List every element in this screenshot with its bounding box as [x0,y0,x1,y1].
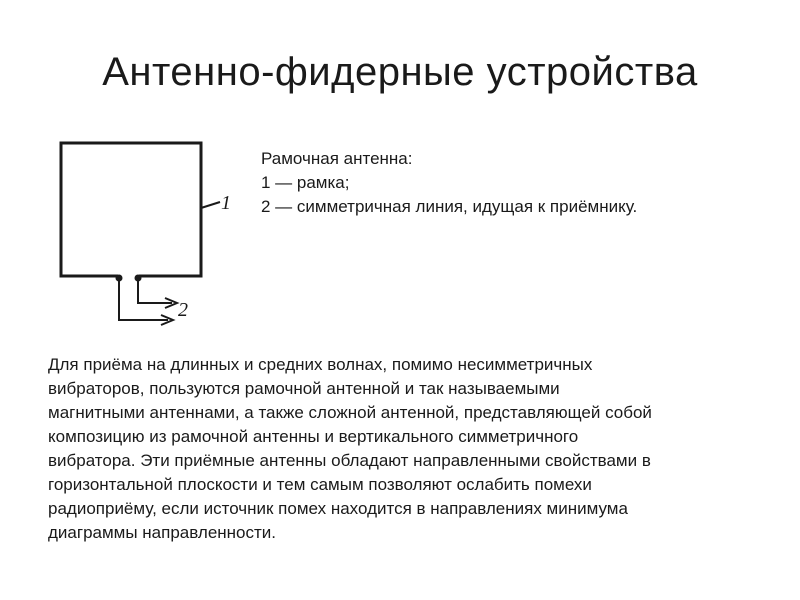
body-line: вибраторов, пользуются рамочной антенной и так называемыми [48,379,560,398]
body-line: вибратора. Эти приёмные антенны обладают направленными свойствами в [48,451,651,470]
figure-caption [261,147,781,219]
body-line: Для приёма на длинных и средних волнах, помимо несимметричных [48,355,593,374]
caption-item-1: 1 — рамка; [261,173,350,192]
antenna-frame [61,143,201,276]
caption-item-2: 2 — симметричная линия, идущая к приёмнику. [261,197,638,216]
body-line: радиоприёму, если источник помех находится в направлениях минимума [48,499,628,518]
loop-antenna-diagram [40,130,260,340]
caption-heading: Рамочная антенна: [261,149,413,168]
body-line: диаграммы направленности. [48,523,277,542]
label-line: 2 [178,299,188,321]
body-paragraph [48,353,768,545]
label-frame: 1 [221,192,231,214]
body-line: магнитными антеннами, а также сложной антенной, представляющей собой [48,403,652,422]
feed-line-outer [119,280,168,320]
body-line: горизонтальной плоскости и тем самым позволяют ослабить помехи [48,475,592,494]
leader-line-frame [201,202,220,208]
slide-title: Антенно-фидерные устройства [102,50,698,94]
body-line: композицию из рамочной антенны и вертикального симметричного [48,427,579,446]
